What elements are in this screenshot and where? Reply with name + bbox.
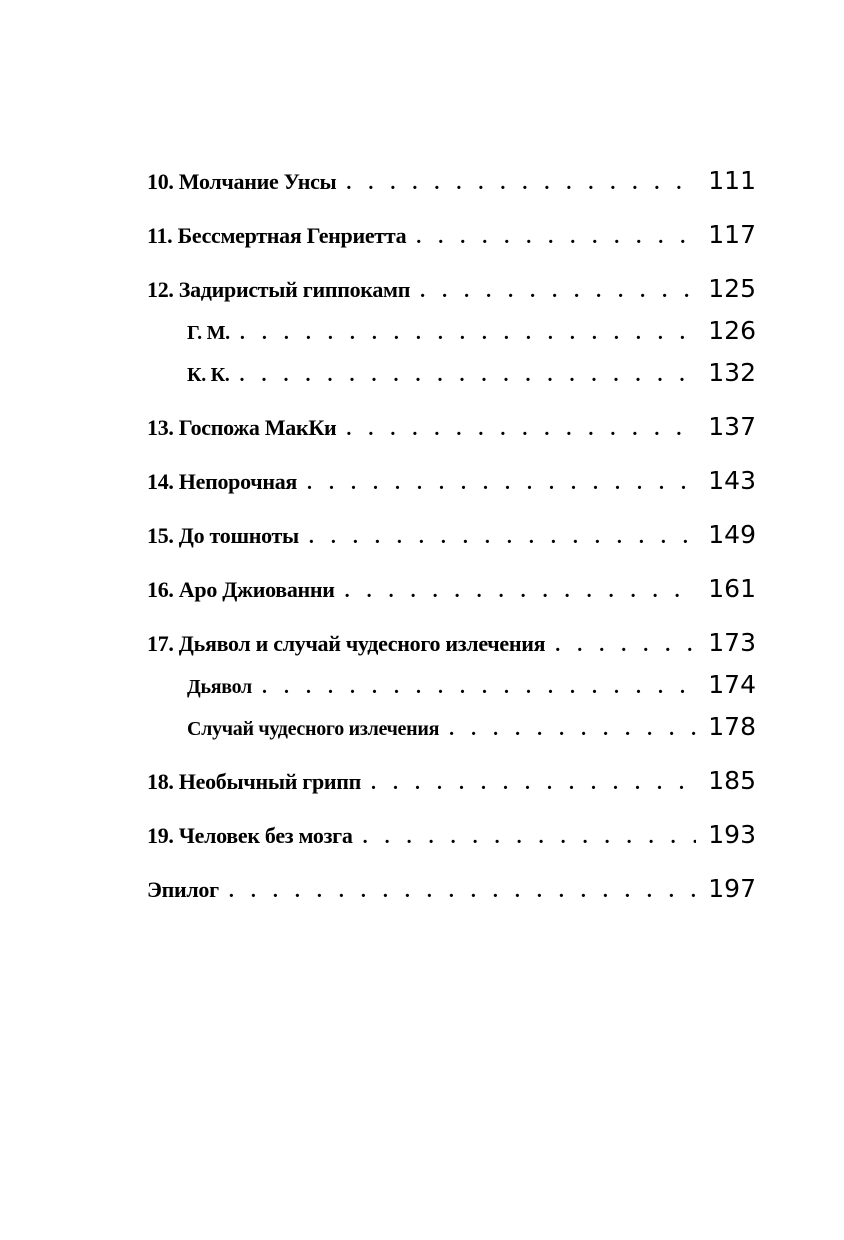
toc-entry-page-number: 117 [708, 220, 756, 249]
toc-entry-chapter-12[interactable] [147, 268, 756, 310]
toc-entry-chapter-18[interactable] [147, 760, 756, 802]
toc-entry-page-number: 125 [708, 274, 756, 303]
toc-subentry-devil[interactable] [147, 664, 756, 706]
toc-entry-title: 15. До тошноты [147, 523, 299, 548]
dot-leader [371, 762, 696, 804]
toc-entry-page-number: 173 [708, 628, 756, 657]
toc-entry-chapter-13[interactable] [147, 406, 756, 448]
toc-entry-chapter-17[interactable] [147, 622, 756, 664]
toc-entry-title: 17. Дьявол и случай чудесного излечения [147, 631, 546, 656]
toc-entry-title: 13. Госпожа МакКи [147, 415, 337, 440]
dot-leader [229, 870, 696, 912]
dot-leader [262, 666, 696, 708]
toc-entry-page-number: 161 [708, 574, 756, 603]
toc-entry-title: Дьявол [187, 676, 252, 698]
toc-entry-chapter-15[interactable] [147, 514, 756, 556]
dot-leader [416, 216, 696, 258]
dot-leader [555, 624, 696, 666]
toc-entry-page-number: 126 [708, 316, 756, 345]
toc-entry-title: 10. Молчание Унсы [147, 169, 337, 194]
toc-entry-page-number: 174 [708, 670, 756, 699]
toc-entry-title: Эпилог [147, 877, 219, 902]
toc-entry-page-number: 149 [708, 520, 756, 549]
toc-entry-chapter-11[interactable] [147, 214, 756, 256]
dot-leader [346, 408, 696, 450]
toc-subentry-kk[interactable] [147, 352, 756, 394]
toc-entry-page-number: 185 [708, 766, 756, 795]
toc-entry-page-number: 137 [708, 412, 756, 441]
toc-entry-page-number: 178 [708, 712, 756, 741]
toc-entry-page-number: 111 [708, 166, 756, 195]
dot-leader [420, 270, 696, 312]
table-of-contents [147, 160, 756, 910]
dot-leader [345, 570, 696, 612]
toc-entry-page-number: 197 [708, 874, 756, 903]
toc-entry-title: К. К. [187, 364, 230, 386]
dot-leader [363, 816, 696, 858]
toc-entry-title: 11. Бессмертная Генриетта [147, 223, 407, 248]
toc-subentry-miracle-cure[interactable] [147, 706, 756, 748]
toc-entry-title: 19. Человек без мозга [147, 823, 353, 848]
dot-leader [240, 312, 696, 354]
dot-leader [307, 462, 696, 504]
toc-entry-page-number: 143 [708, 466, 756, 495]
toc-subentry-gm[interactable] [147, 310, 756, 352]
dot-leader [240, 354, 696, 396]
toc-entry-title: 14. Непорочная [147, 469, 298, 494]
toc-entry-title: 16. Аро Джиованни [147, 577, 335, 602]
toc-entry-title: Случай чудесного излечения [187, 718, 440, 740]
toc-entry-chapter-14[interactable] [147, 460, 756, 502]
dot-leader [309, 516, 696, 558]
toc-entry-title: Г. М. [187, 322, 230, 344]
toc-entry-chapter-19[interactable] [147, 814, 756, 856]
dot-leader [346, 162, 696, 204]
dot-leader [449, 708, 696, 750]
toc-entry-chapter-16[interactable] [147, 568, 756, 610]
toc-entry-chapter-10[interactable] [147, 160, 756, 202]
toc-entry-title: 12. Задиристый гиппокамп [147, 277, 411, 302]
toc-entry-page-number: 132 [708, 358, 756, 387]
toc-entry-page-number: 193 [708, 820, 756, 849]
toc-entry-title: 18. Необычный грипп [147, 769, 362, 794]
toc-entry-epilogue[interactable] [147, 868, 756, 910]
